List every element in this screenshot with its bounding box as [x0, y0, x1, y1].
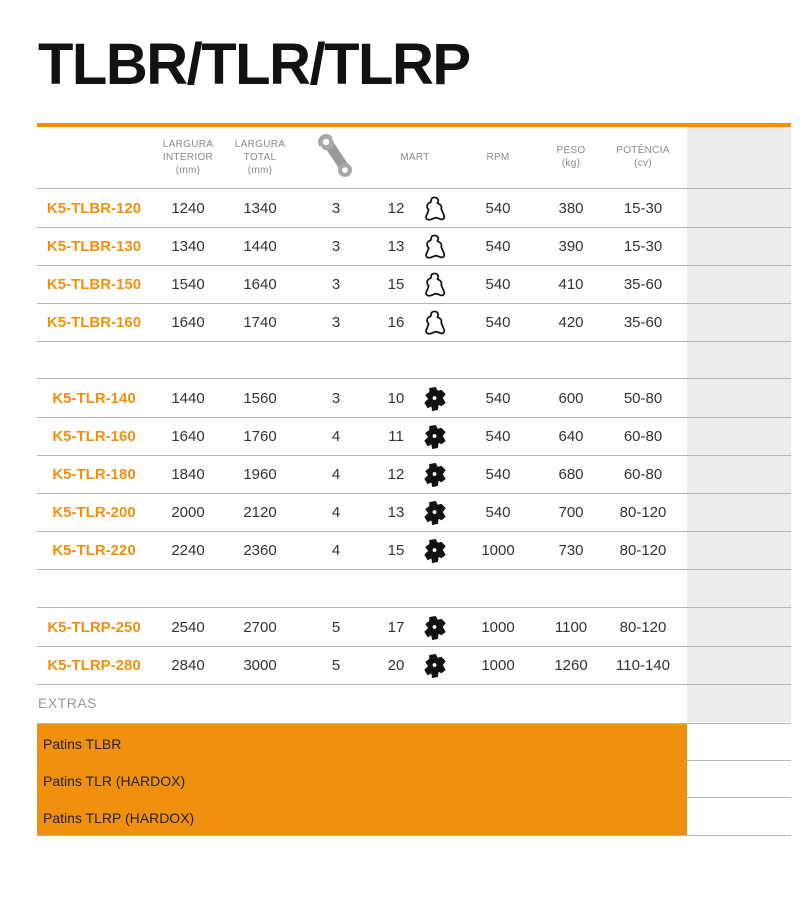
- cell-peso: 640: [558, 428, 584, 445]
- solid-hammer-icon: [423, 615, 447, 641]
- cell-lt: 2120: [243, 504, 277, 521]
- model-name: K5-TLBR-130: [46, 238, 142, 255]
- cell-pot: 35-60: [623, 314, 663, 331]
- cell-mart: 20: [387, 657, 405, 674]
- cell-pot: 80-120: [619, 504, 667, 521]
- row-divider: [37, 341, 791, 342]
- cell-lt: 2360: [243, 542, 277, 559]
- model-name: K5-TLRP-250: [47, 619, 141, 636]
- table-row: [37, 608, 687, 646]
- table-row: [37, 265, 687, 303]
- cell-r: 3: [331, 238, 341, 255]
- cell-rpm: 1000: [481, 657, 515, 674]
- cell-rpm: 540: [485, 428, 511, 445]
- cell-li: 2000: [171, 504, 205, 521]
- solid-hammer-icon: [423, 424, 447, 450]
- table-row: [37, 455, 687, 493]
- cell-r: 3: [331, 314, 341, 331]
- cell-rpm: 540: [485, 504, 511, 521]
- cell-mart: 11: [388, 428, 404, 445]
- cell-mart: 13: [387, 238, 405, 255]
- model-name: K5-TLR-200: [52, 504, 136, 521]
- outline-hammer-icon: [423, 234, 447, 260]
- cell-peso: 600: [558, 390, 584, 407]
- cell-rpm: 540: [485, 466, 511, 483]
- model-name: K5-TLR-180: [52, 466, 136, 483]
- solid-hammer-icon: [423, 538, 447, 564]
- model-name: K5-TLR-220: [52, 542, 136, 559]
- cell-rpm: 540: [485, 238, 511, 255]
- extras-row: [37, 724, 687, 761]
- cell-li: 1240: [171, 200, 205, 217]
- solid-hammer-icon: [423, 500, 447, 526]
- cell-peso: 390: [558, 238, 584, 255]
- extras-row: [37, 798, 687, 835]
- cell-li: 1440: [171, 390, 205, 407]
- cell-lt: 3000: [243, 657, 277, 674]
- cell-mart: 12: [387, 466, 405, 483]
- solid-hammer-icon: [423, 653, 447, 679]
- model-name: K5-TLBR-160: [46, 314, 142, 331]
- cell-r: 5: [331, 619, 341, 636]
- cell-rpm: 540: [485, 390, 511, 407]
- row-divider: [37, 684, 791, 685]
- cell-pot: 15-30: [623, 200, 663, 217]
- cell-lt: 2700: [243, 619, 277, 636]
- cell-lt: 1640: [243, 276, 277, 293]
- cell-lt: 1960: [243, 466, 277, 483]
- cell-peso: 1260: [554, 657, 588, 674]
- cell-peso: 1100: [554, 619, 588, 636]
- cell-r: 3: [331, 390, 341, 407]
- cell-peso: 700: [558, 504, 584, 521]
- cell-li: 1340: [171, 238, 205, 255]
- cell-pot: 50-80: [623, 390, 663, 407]
- cell-li: 1540: [171, 276, 205, 293]
- header-peso: PESO (kg): [556, 145, 586, 169]
- cell-mart: 15: [387, 276, 405, 293]
- cell-r: 3: [331, 200, 341, 217]
- table-row: [37, 303, 687, 341]
- blank-grey-column: [687, 127, 791, 722]
- cell-li: 2540: [171, 619, 205, 636]
- model-name: K5-TLBR-120: [46, 200, 142, 217]
- cell-li: 2240: [171, 542, 205, 559]
- cell-mart: 12: [387, 200, 405, 217]
- cell-li: 1840: [171, 466, 205, 483]
- extras-label: EXTRAS: [38, 695, 98, 711]
- cell-peso: 420: [558, 314, 584, 331]
- cell-li: 2840: [171, 657, 205, 674]
- cell-mart: 16: [387, 314, 405, 331]
- model-name: K5-TLBR-150: [46, 276, 142, 293]
- cell-rpm: 540: [485, 314, 511, 331]
- cell-peso: 730: [558, 542, 584, 559]
- header-largura-interior: LARGURA INTERIOR (mm): [162, 138, 214, 176]
- cell-li: 1640: [171, 428, 205, 445]
- model-name: K5-TLR-160: [52, 428, 136, 445]
- header-potencia: POTÊNCIA (cv): [616, 145, 670, 169]
- extras-item-label: Patins TLR (HARDOX): [43, 773, 186, 789]
- cell-peso: 410: [558, 276, 584, 293]
- cell-r: 3: [331, 276, 341, 293]
- cell-peso: 680: [558, 466, 584, 483]
- table-row: [37, 531, 687, 569]
- solid-hammer-icon: [423, 386, 447, 412]
- outline-hammer-icon: [423, 272, 447, 298]
- cell-r: 4: [331, 428, 341, 445]
- extras-item-label: Patins TLBR: [43, 736, 122, 752]
- table-row: [37, 227, 687, 265]
- model-name: K5-TLR-140: [52, 390, 136, 407]
- cell-mart: 13: [387, 504, 405, 521]
- model-name: K5-TLRP-280: [47, 657, 141, 674]
- cell-r: 4: [331, 542, 341, 559]
- cell-rpm: 1000: [481, 542, 515, 559]
- table-row: [37, 646, 687, 684]
- page-title: TLBR/TLR/TLRP: [38, 32, 470, 97]
- cell-pot: 35-60: [623, 276, 663, 293]
- solid-hammer-icon: [423, 462, 447, 488]
- cell-lt: 1440: [243, 238, 277, 255]
- cell-lt: 1340: [243, 200, 277, 217]
- cell-pot: 15-30: [623, 238, 663, 255]
- table-row: [37, 379, 687, 417]
- extras-row: [37, 761, 687, 798]
- cell-lt: 1560: [243, 390, 277, 407]
- outline-hammer-icon: [423, 310, 447, 336]
- table-row: [37, 417, 687, 455]
- cell-rpm: 1000: [481, 619, 515, 636]
- cell-pot: 110-140: [616, 657, 670, 674]
- cell-r: 4: [331, 504, 341, 521]
- cell-pot: 80-120: [619, 542, 667, 559]
- chain-rotor-icon: [316, 127, 356, 187]
- cell-pot: 60-80: [623, 428, 663, 445]
- cell-pot: 80-120: [619, 619, 667, 636]
- extras-item-label: Patins TLRP (HARDOX): [43, 810, 195, 826]
- cell-mart: 17: [387, 619, 405, 636]
- table-row: [37, 189, 687, 227]
- header-mart: MART: [400, 151, 430, 163]
- outline-hammer-icon: [423, 196, 447, 222]
- cell-li: 1640: [171, 314, 205, 331]
- cell-lt: 1760: [243, 428, 277, 445]
- cell-lt: 1740: [243, 314, 277, 331]
- row-divider: [37, 569, 791, 570]
- header-rpm: RPM: [486, 151, 510, 163]
- cell-peso: 380: [558, 200, 584, 217]
- cell-mart: 10: [387, 390, 405, 407]
- cell-rpm: 540: [485, 276, 511, 293]
- cell-pot: 60-80: [623, 466, 663, 483]
- header-largura-total: LARGURA TOTAL (mm): [234, 138, 286, 176]
- cell-rpm: 540: [485, 200, 511, 217]
- cell-r: 4: [331, 466, 341, 483]
- cell-mart: 15: [387, 542, 405, 559]
- cell-r: 5: [331, 657, 341, 674]
- table-row: [37, 493, 687, 531]
